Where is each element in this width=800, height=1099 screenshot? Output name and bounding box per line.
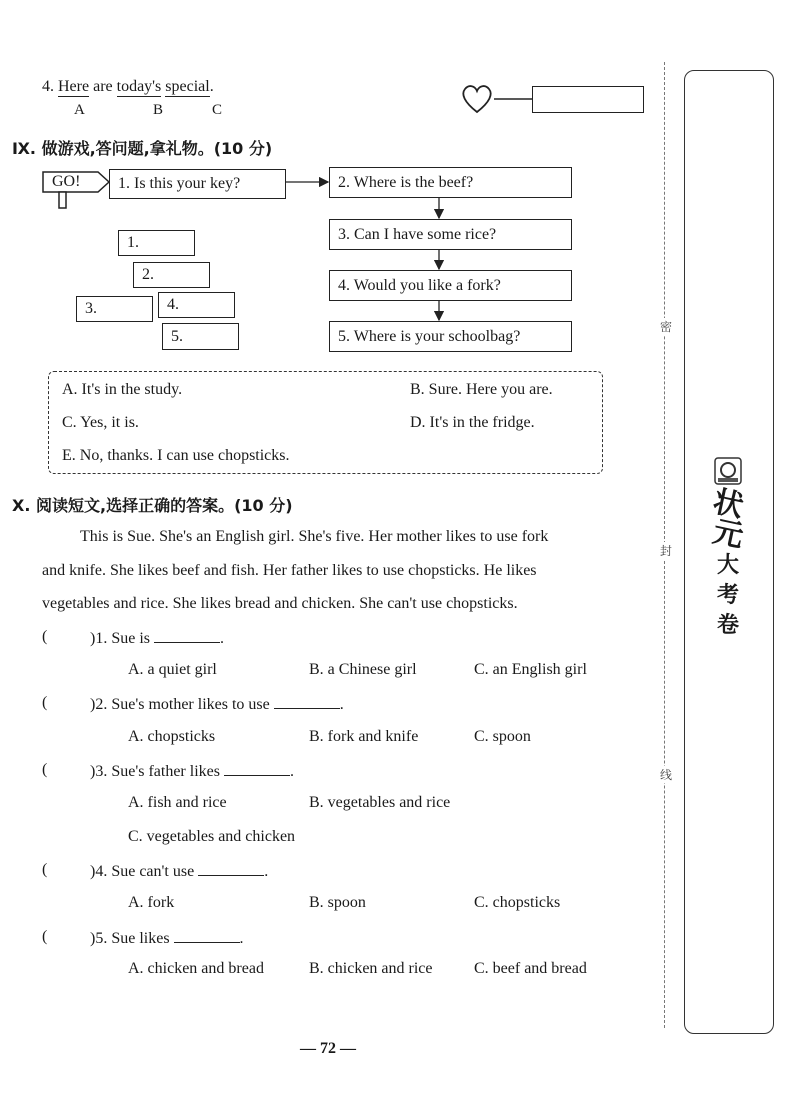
q4-word-c: special [165,78,210,95]
brand-title: 状 元 大 考 卷 [709,484,747,638]
q3-option-c: C. vegetables and chicken [128,828,296,845]
blank-line [198,861,264,876]
game-question-5: 5. Where is your schoolbag? [329,321,572,352]
reading-question-1: )1. Sue is . [90,630,224,647]
q1-option-c: C. an English girl [474,661,587,678]
answer-paren-1[interactable]: ( [42,628,48,645]
q2-option-b: B. fork and knife [309,728,419,745]
option-e: E. No, thanks. I can use chopsticks. [62,447,290,464]
margin-char-feng: 封 [660,544,673,558]
section9-title: Ⅸ. 做游戏,答问题,拿礼物。(10 分) [12,139,273,158]
q2-option-c: C. spoon [474,728,531,745]
reading-question-4: )4. Sue can't use . [90,863,269,880]
game-question-2: 2. Where is the beef? [329,167,572,198]
page-number: — 72 — [300,1040,356,1057]
option-b: B. Sure. Here you are. [410,381,553,398]
answer-slot-4[interactable]: 4. [158,292,235,318]
q4-option-c: C. chopsticks [474,894,561,911]
option-a: A. It's in the study. [62,381,183,398]
q5-option-a: A. chicken and bread [128,960,264,977]
q1-option-b: B. a Chinese girl [309,661,417,678]
blank-line [154,628,220,643]
passage-line-3: vegetables and rice. She likes bread and chicken. She can't use chopsticks. [42,595,518,612]
q4-letter-c: C [212,102,223,118]
option-d: D. It's in the fridge. [410,414,535,431]
blank-line [174,928,240,943]
q4-letter-a: A [74,102,85,118]
q3-option-a: A. fish and rice [128,794,227,811]
flow-arrows [286,165,586,365]
brand-logo-icon [714,457,742,485]
answer-paren-3[interactable]: ( [42,761,48,778]
q4-option-b: B. spoon [309,894,366,911]
reading-question-2: )2. Sue's mother likes to use . [90,696,344,713]
game-question-4: 4. Would you like a fork? [329,270,572,301]
q4-word-a: Here [58,78,90,95]
answer-paren-4[interactable]: ( [42,861,48,878]
game-question-3: 3. Can I have some rice? [329,219,572,250]
q2-option-a: A. chopsticks [128,728,216,745]
q5-option-b: B. chicken and rice [309,960,433,977]
q4-option-a: A. fork [128,894,175,911]
answer-paren-2[interactable]: ( [42,694,48,711]
q3-option-b: B. vegetables and rice [309,794,451,811]
blank-line [224,761,290,776]
answer-paren-5[interactable]: ( [42,928,48,945]
q5-option-c: C. beef and bread [474,960,587,977]
q4-letter-b: B [153,102,164,118]
answer-slot-2[interactable]: 2. [133,262,210,288]
q1-option-a: A. a quiet girl [128,661,217,678]
reading-question-5: )5. Sue likes . [90,930,244,947]
passage-line-2: and knife. She likes beef and fish. Her father likes to use chopsticks. He likes [42,562,537,579]
margin-char-xian: 线 [660,768,673,782]
heart-icon [460,82,538,116]
game-question-1: 1. Is this your key? [109,169,286,199]
q4-answer-box[interactable] [532,86,644,113]
option-c: C. Yes, it is. [62,414,139,431]
q4-sentence: 4. Here are today's special. [42,78,214,95]
margin-char-mi: 密 [660,320,673,334]
reading-question-3: )3. Sue's father likes . [90,763,294,780]
section10-title: Ⅹ. 阅读短文,选择正确的答案。(10 分) [12,496,293,515]
answer-slot-5[interactable]: 5. [162,323,239,350]
passage-line-1: This is Sue. She's an English girl. She's five. Her mother likes to use fork [80,528,549,545]
answer-slot-3[interactable]: 3. [76,296,153,322]
go-label: GO! [52,173,81,190]
answer-slot-1[interactable]: 1. [118,230,195,256]
q4-word-b: today's [116,78,162,95]
blank-line [274,694,340,709]
